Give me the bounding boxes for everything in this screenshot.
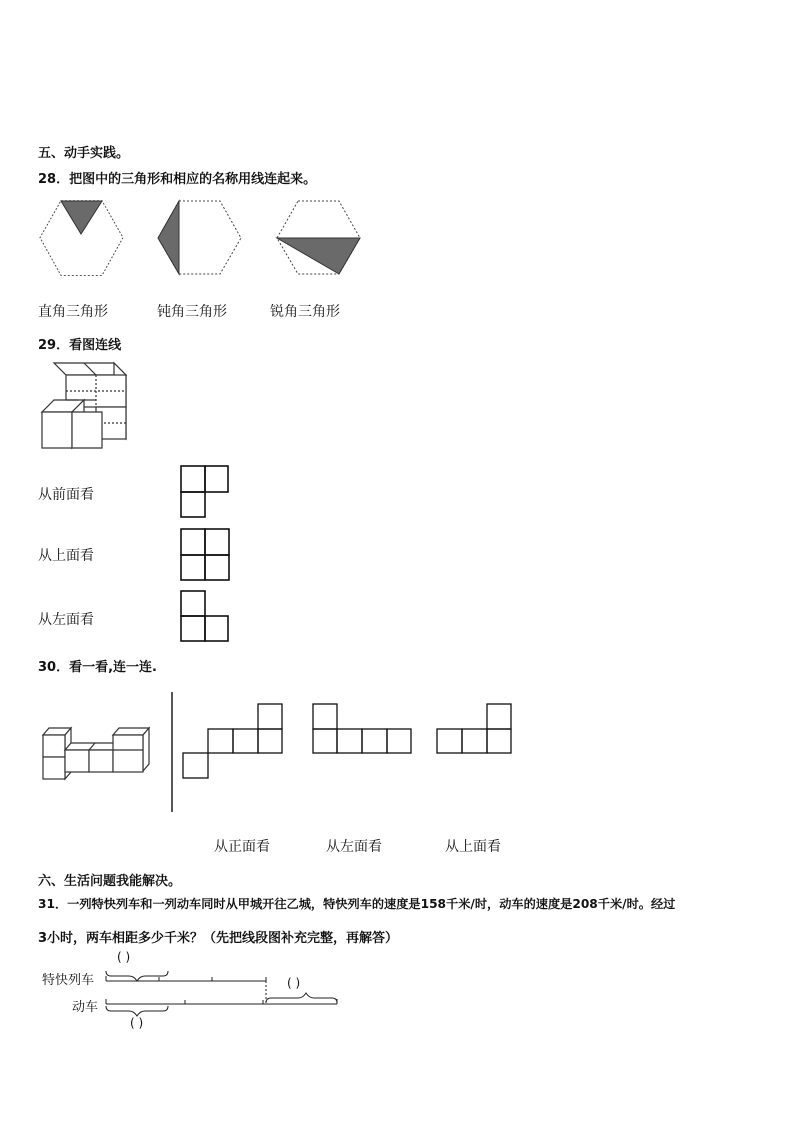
view-grid-c — [180, 590, 240, 650]
bracket-blank-bottom[interactable]: ( ) — [130, 1016, 144, 1030]
view-shape-2 — [312, 703, 422, 763]
view-grid-a — [180, 465, 240, 525]
question-30-stem: 30．看一看,连一连. — [38, 660, 157, 675]
view-label-left: 从左面看 — [38, 612, 94, 628]
view-label-left-30: 从左面看 — [326, 839, 382, 855]
question-28-stem: 28．把图中的三角形和相应的名称用线连起来。 — [38, 172, 317, 187]
view-grid-b — [180, 528, 240, 588]
hexagon-obtuse-figure — [156, 198, 246, 278]
bracket-blank-right[interactable]: ( ) — [287, 976, 301, 990]
train-label-express: 特快列车 — [42, 973, 95, 988]
view-label-top: 从上面看 — [38, 548, 94, 564]
divider-line — [171, 692, 175, 817]
hexagon-right-figure — [275, 198, 365, 278]
label-acute-triangle: 锐角三角形 — [270, 304, 340, 320]
section-5-heading: 五、动手实践。 — [38, 146, 130, 161]
section-6-heading: 六、生活问题我能解决。 — [38, 874, 182, 889]
question-31-stem-line1: 31．一列特快列车和一列动车同时从甲城开往乙城，特快列车的速度是158千米/时，动车的速度是208千米/时。经过 — [38, 897, 676, 911]
view-label-front-30: 从正面看 — [214, 839, 270, 855]
view-label-front: 从前面看 — [38, 487, 94, 503]
segment-diagram — [100, 963, 360, 1033]
cube-stack-figure — [38, 360, 138, 460]
train-label-emu: 动车 — [72, 1000, 99, 1015]
hexagon-acute-figure — [38, 198, 128, 278]
view-label-top-30: 从上面看 — [445, 839, 501, 855]
question-29-stem: 29．看图连线 — [38, 338, 122, 353]
bracket-blank-top[interactable]: ( ) — [117, 950, 131, 964]
cube-row-figure — [40, 725, 160, 785]
question-31-stem-line2: 3小时，两车相距多少千米？（先把线段图补充完整，再解答） — [38, 931, 399, 946]
view-shape-1 — [182, 703, 292, 783]
view-shape-3 — [436, 703, 526, 763]
label-obtuse-triangle: 钝角三角形 — [157, 304, 227, 320]
label-right-triangle: 直角三角形 — [38, 304, 108, 320]
